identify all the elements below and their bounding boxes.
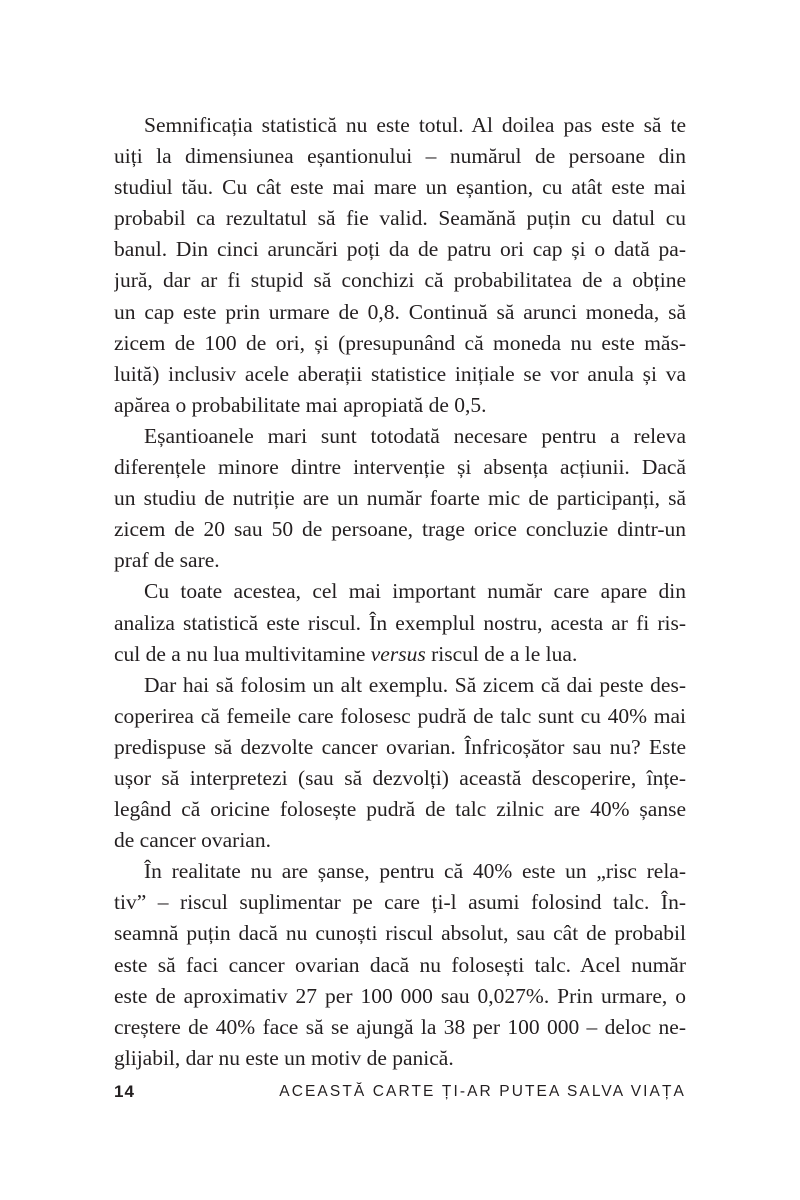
text-segment: riscul de a le lua. (425, 641, 578, 666)
text-line: Dar hai să folosim un alt exemplu. Să zicem că dai peste des- (144, 672, 686, 697)
text-line: Cu toate acestea, cel mai important număr care apare din (144, 579, 686, 604)
text-segment: cul de a nu lua multivitamine (114, 641, 371, 666)
text-line: legând că oricine folosește pudră de talc zilnic are 40% șanse (114, 797, 686, 822)
text-line: Semnificația statistică nu este totul. Al doilea pas este să te (144, 113, 686, 137)
text-line: uiți la dimensiunea eșantionului – numărul de persoane din (114, 144, 686, 169)
text-line: zicem de 20 sau 50 de persoane, trage orice concluzie dintr-un (114, 517, 686, 542)
text-line: un cap este prin urmare de 0,8. Continuă să arunci moneda, să (114, 299, 686, 324)
text-line: glijabil, dar nu este un motiv de panică. (114, 1045, 454, 1070)
text-line: Eșantioanele mari sunt totodată necesare pentru a releva (144, 423, 686, 448)
text-line: este să faci cancer ovarian dacă nu folosești talc. Acel număr (114, 952, 686, 977)
text-line: seamnă puțin dacă nu cunoști riscul absolut, sau cât de probabil (114, 921, 686, 946)
text-line: banul. Din cinci aruncări poți da de patru ori cap și o dată pa- (114, 237, 686, 262)
text-line: un studiu de nutriție are un număr foarte mic de participanți, să (114, 486, 686, 511)
text-line: de cancer ovarian. (114, 828, 271, 853)
body-text (114, 110, 686, 1074)
running-title: ACEASTĂ CARTE ȚI-AR PUTEA SALVA VIAȚA (279, 1083, 686, 1100)
text-line: zicem de 100 de ori, și (presupunând că moneda nu este măs- (114, 330, 686, 355)
page-number: 14 (114, 1082, 135, 1101)
text-line: ușor să interpretezi (sau să dezvolți) această descoperire, înțe- (114, 765, 686, 790)
text-line (114, 639, 686, 670)
text-line: studiul tău. Cu cât este mai mare un eșantion, cu atât este mai (114, 175, 686, 200)
text-line: apărea o probabilitate mai apropiată de 0,5. (114, 392, 487, 417)
italic-term: versus (370, 641, 426, 666)
text-line: predispuse să dezvolte cancer ovarian. Înfricoșător sau nu? Este (114, 734, 686, 759)
text-line: luită) inclusiv acele aberații statistice inițiale se vor anula și va (114, 361, 686, 386)
text-line: este de aproximativ 27 per 100 000 sau 0,027%. Prin urmare, o (114, 983, 686, 1008)
text-line: tiv” – riscul suplimentar pe care ți-l asumi folosind talc. În- (114, 890, 686, 915)
text-line: analiza statistică este riscul. În exemplul nostru, acesta ar fi ris- (114, 610, 686, 635)
text-line: diferențele minore dintre intervenție și absența acțiunii. Dacă (114, 455, 686, 480)
text-line: probabil ca rezultatul să fie valid. Seamănă puțin cu datul cu (114, 206, 686, 231)
text-line: creștere de 40% face să se ajungă la 38 per 100 000 – deloc ne- (114, 1014, 686, 1039)
text-line: În realitate nu are șanse, pentru că 40% este un „risc rela- (144, 859, 686, 884)
text-line: praf de sare. (114, 548, 220, 573)
text-line: jură, dar ar fi stupid să conchizi că probabilitatea de a obține (114, 268, 686, 293)
text-line: coperirea că femeile care folosesc pudră de talc sunt cu 40% mai (114, 703, 686, 728)
